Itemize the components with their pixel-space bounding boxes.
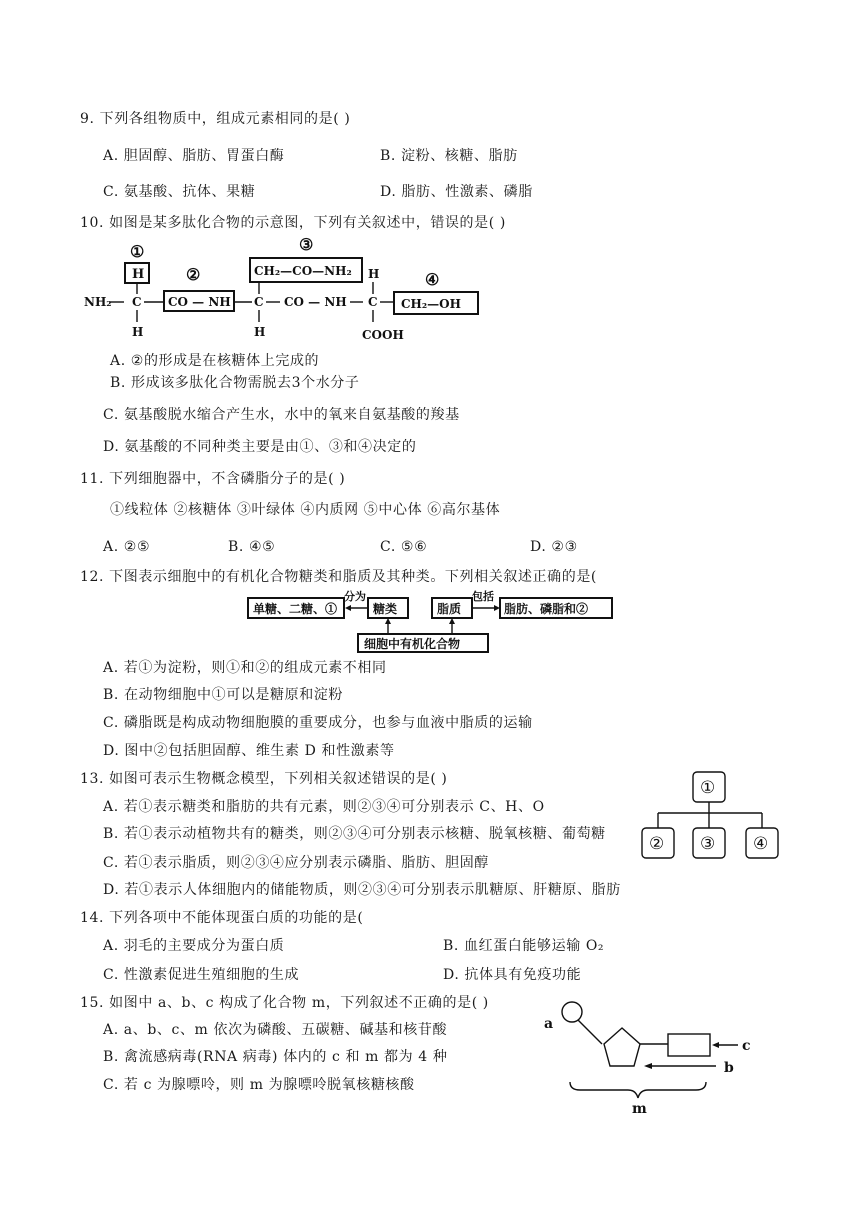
carbon-2: C — [254, 295, 264, 309]
q10-stem: 10. 如图是某多肽化合物的示意图，下列有关叙述中，错误的是( ) — [80, 215, 506, 231]
box-tanglei-label: 糖类 — [373, 602, 398, 616]
pentose-sugar — [604, 1028, 640, 1066]
carbon-3: C — [368, 295, 378, 309]
base-rectangle — [668, 1034, 710, 1056]
box-4-label: CH₂—OH — [401, 297, 461, 311]
q15-option-b: B. 禽流感病毒(RNA 病毒) 体内的 c 和 m 都为 4 种 — [103, 1049, 448, 1065]
q14-stem: 14. 下列各项中不能体现蛋白质的功能的是( — [80, 910, 364, 926]
q14-option-c: C. 性激素促进生殖细胞的生成 — [103, 967, 300, 983]
q11-option-a: A. ②⑤ — [103, 539, 151, 555]
q14-option-d: D. 抗体具有免疫功能 — [443, 967, 582, 983]
q13-option-d: D. 若①表示人体细胞内的储能物质，则②③④可分别表示肌糖原、肝糖原、脂肪 — [103, 882, 621, 898]
q10-option-a: A. ②的形成是在核糖体上完成的 — [110, 353, 320, 369]
label-include: 包括 — [472, 590, 494, 603]
marker-1: ① — [130, 242, 145, 261]
marker-4: ④ — [425, 270, 440, 289]
box-sugar-types-label: 单糖、二糖、① — [253, 602, 338, 616]
q13-option-b: B. 若①表示动植物共有的糖类，则②③④可分别表示核糖、脱氧核糖、葡萄糖 — [103, 826, 606, 842]
q11-items: ①线粒体 ②核糖体 ③叶绿体 ④内质网 ⑤中心体 ⑥高尔基体 — [110, 502, 501, 518]
q9-option-d: D. 脂肪、性激素、磷脂 — [380, 184, 533, 200]
nucleotide-diagram — [540, 998, 770, 1118]
box-root-label: 细胞中有机化合物 — [364, 637, 461, 651]
q9-option-b: B. 淀粉、核糖、脂肪 — [380, 148, 518, 164]
carboxyl-group: COOH — [362, 328, 404, 342]
polypeptide-diagram — [80, 236, 500, 346]
q10-option-d: D. 氨基酸的不同种类主要是由①、③和④决定的 — [103, 439, 417, 455]
q14-option-a: A. 羽毛的主要成分为蛋白质 — [103, 938, 285, 954]
q12-option-a: A. 若①为淀粉，则①和②的组成元素不相同 — [103, 660, 387, 676]
q9-option-c: C. 氨基酸、抗体、果糖 — [103, 184, 256, 200]
q12-stem: 12. 下图表示细胞中的有机化合物糖类和脂质及其种类。下列相关叙述正确的是( — [80, 569, 597, 585]
q9-stem: 9. 下列各组物质中，组成元素相同的是( ) — [80, 111, 351, 127]
organic-compounds-diagram — [246, 590, 626, 654]
q15-option-c: C. 若 c 为腺嘌呤，则 m 为腺嘌呤脱氧核糖核酸 — [103, 1077, 415, 1093]
q10-option-c: C. 氨基酸脱水缩合产生水，水中的氧来自氨基酸的羧基 — [103, 407, 460, 423]
q13-option-a: A. 若①表示糖类和脂肪的共有元素，则②③④可分别表示 C、H、O — [103, 799, 545, 815]
hydrogen-top-3: H — [368, 267, 380, 281]
node-child-4-label: ④ — [753, 834, 769, 854]
brace-m — [570, 1082, 706, 1098]
label-b: b — [724, 1060, 734, 1076]
marker-3: ③ — [299, 235, 314, 254]
q15-option-a: A. a、b、c、m 依次为磷酸、五碳糖、碱基和核苷酸 — [103, 1022, 448, 1038]
q11-stem: 11. 下列细胞器中，不含磷脂分子的是( ) — [80, 471, 346, 487]
label-m: m — [632, 1101, 647, 1117]
q11-option-c: C. ⑤⑥ — [380, 539, 428, 555]
q14-option-b: B. 血红蛋白能够运输 O₂ — [443, 938, 605, 954]
q13-option-c: C. 若①表示脂质，则②③④应分别表示磷脂、脂肪、胆固醇 — [103, 855, 489, 871]
box-2-label: CO — NH — [168, 295, 231, 309]
q15-stem: 15. 如图中 a、b、c 构成了化合物 m，下列叙述不正确的是( ) — [80, 995, 489, 1011]
node-child-3-label: ③ — [700, 834, 716, 854]
q12-option-b: B. 在动物细胞中①可以是糖原和淀粉 — [103, 687, 343, 703]
q13-stem: 13. 如图可表示生物概念模型，下列相关叙述错误的是( ) — [80, 771, 448, 787]
concept-model-diagram — [636, 770, 786, 870]
label-a: a — [544, 1016, 554, 1032]
phosphate-circle — [562, 1002, 582, 1022]
hydrogen-bottom-2: H — [254, 325, 266, 339]
node-top-label: ① — [700, 778, 716, 798]
peptide-bond-2: CO — NH — [284, 295, 347, 309]
box-fats-label: 脂肪、磷脂和② — [504, 602, 589, 616]
q11-option-b: B. ④⑤ — [228, 539, 276, 555]
label-c: c — [742, 1038, 751, 1054]
node-child-2-label: ② — [649, 834, 665, 854]
q10-option-b: B. 形成该多肽化合物需脱去3个水分子 — [110, 375, 360, 391]
marker-2: ② — [186, 265, 201, 284]
hydrogen-bottom-1: H — [132, 325, 144, 339]
box-zhizhi-label: 脂质 — [437, 602, 462, 616]
amino-group: NH₂ — [84, 295, 112, 309]
carbon-1: C — [132, 295, 142, 309]
label-divide: 分为 — [344, 590, 366, 603]
q12-option-d: D. 图中②包括胆固醇、维生素 D 和性激素等 — [103, 743, 395, 759]
box-3-label: CH₂—CO—NH₂ — [254, 264, 352, 278]
q11-option-d: D. ②③ — [530, 539, 578, 555]
q12-option-c: C. 磷脂既是构成动物细胞膜的重要成分，也参与血液中脂质的运输 — [103, 715, 533, 731]
box-1-label: H — [132, 267, 145, 282]
q9-option-a: A. 胆固醇、脂肪、胃蛋白酶 — [103, 148, 285, 164]
